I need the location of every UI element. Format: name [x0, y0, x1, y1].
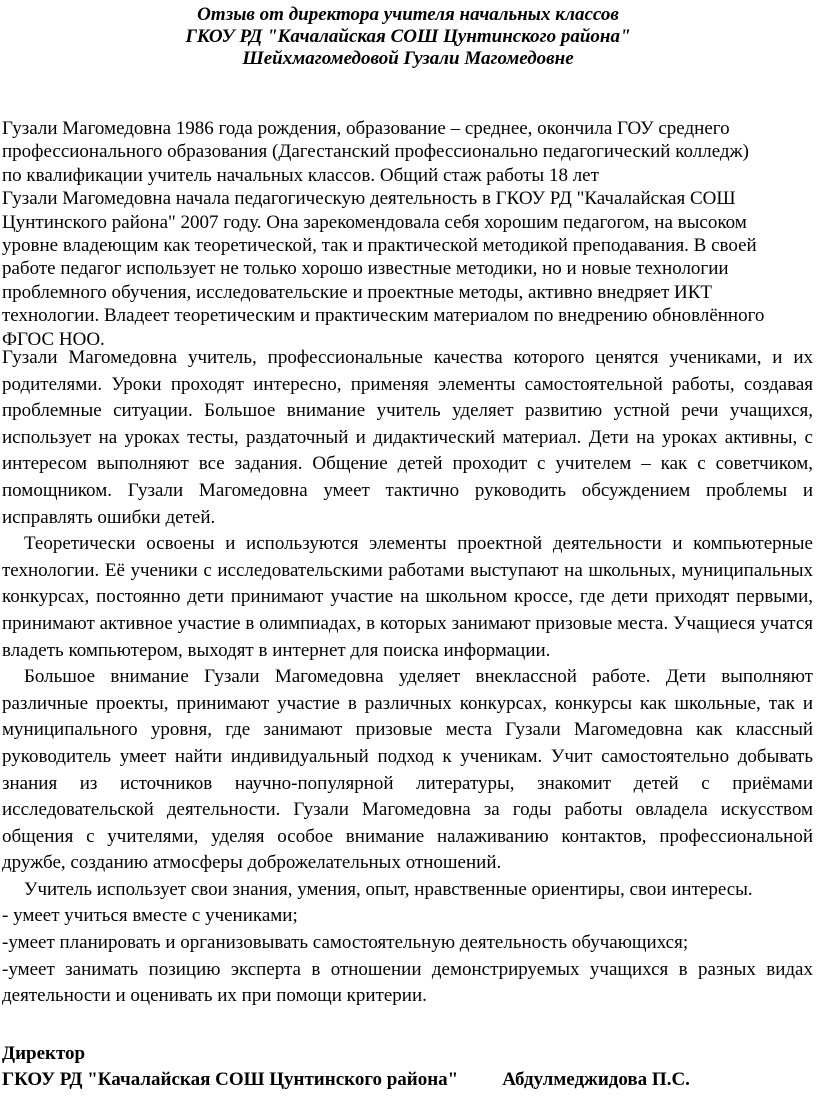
- signature-block: [2, 1041, 814, 1093]
- paragraph-qualities: Гузали Магомедовна учитель, профессиональные качества которого ценятся учениками, и их родителями. Уроки проходят интересно, применяя элементы самостоятельной работы, создавая проблемные ситуации. Большое внимание учитель уделяет развитию устной речи учащихся, использует на уроках тесты, раздаточный и дидактический материал. Дети на уроках активны, с интересом выполняют все задания. Общение детей проходит с учителем – как с советчиком, помощником. Гузали Магомедовна умеет тактично руководить обсуждением проблемы и исправлять ошибки детей.: [2, 347, 813, 528]
- list-item: - умеет учиться вместе с учениками;: [2, 905, 298, 927]
- signer-role: Директор: [2, 1043, 86, 1064]
- body-text: [2, 345, 813, 1010]
- intro-line: технологии. Владеет теоретическим и практическим материалом по внедрению обновлённого: [2, 305, 765, 327]
- title-line-3: Шейхмагомедовой Гузали Магомедовне: [242, 48, 574, 69]
- school-name: ГКОУ РД "Качалайская СОШ Цунтинского района": [2, 1069, 459, 1090]
- intro-line: уровне владеющим как теоретической, так и практической методикой преподавания. В своей: [2, 235, 757, 257]
- list-item: -умеет занимать позицию эксперта в отношении демонстрируемых учащихся в разных видах деятельности и оценивать их при помощи критерии.: [2, 958, 813, 1007]
- signer-row: [2, 1067, 814, 1093]
- intro-line: Гузали Магомедовна начала педагогическую деятельность в ГКОУ РД "Качалайская СОШ: [2, 188, 736, 210]
- intro-line: профессионального образования (Дагестанский профессионально педагогический колледж): [2, 141, 750, 163]
- intro-line: ФГОС НОО.: [2, 328, 105, 350]
- paragraph-technologies: Теоретически освоены и используются элементы проектной деятельности и компьютерные технологии. Её ученики с исследовательскими работами выступают на школьных, муниципальных конкурсах, постоянно дети принимают участие на школьном кроссе, где дети приходят первыми, принимают активное участие в олимпиадах, в которых занимают призовые места. Учащиеся учатся владеть компьютером, выходят в интернет для поиска информации.: [2, 533, 813, 661]
- title-line-1: Отзыв от директора учителя начальных классов: [197, 4, 619, 25]
- intro-paragraph: [2, 117, 814, 351]
- intro-line: Гузали Магомедовна 1986 года рождения, образование – среднее, окончила ГОУ среднего: [2, 118, 730, 139]
- intro-line: проблемного обучения, исследовательские и проектные методы, активно внедряет ИКТ: [2, 281, 713, 303]
- intro-line: Цунтинского района" 2007 году. Она зарекомендовала себя хорошим педагогом, на высоком: [2, 211, 747, 233]
- intro-line: по квалификации учитель начальных классов. Общий стаж работы 18 лет: [2, 164, 599, 186]
- signer-name: Абдулмеджидова П.С.: [502, 1069, 690, 1090]
- title-line-2: ГКОУ РД "Качалайская СОШ Цунтинского района": [185, 26, 631, 47]
- paragraph-extracurricular: Большое внимание Гузали Магомедовна уделяет внеклассной работе. Дети выполняют различные проекты, принимают участие в различных конкурсах, конкурсы как школьные, так и муниципального уровня, где занимают призовые места Гузали Магомедовна как классный руководитель умеет найти индивидуальный подход к ученикам. Учит самостоятельно добывать знания из источников научно-популярной литературы, знакомит детей с приёмами исследовательской деятельности. Гузали Магомедовна за годы работы овладела искусством общения с учителями, уделяя особое внимание налаживанию контактов, профессиональной дружбе, созданию атмосферы доброжелательных отношений.: [2, 666, 813, 874]
- list-item: -умеет планировать и организовывать самостоятельную деятельность обучающихся;: [2, 932, 689, 954]
- paragraph-skills-intro: Учитель использует свои знания, умения, опыт, нравственные ориентиры, свои интересы.: [24, 878, 753, 900]
- document-title: [0, 4, 816, 70]
- intro-line: работе педагог использует не только хорошо известные методики, но и новые технологии: [2, 258, 729, 280]
